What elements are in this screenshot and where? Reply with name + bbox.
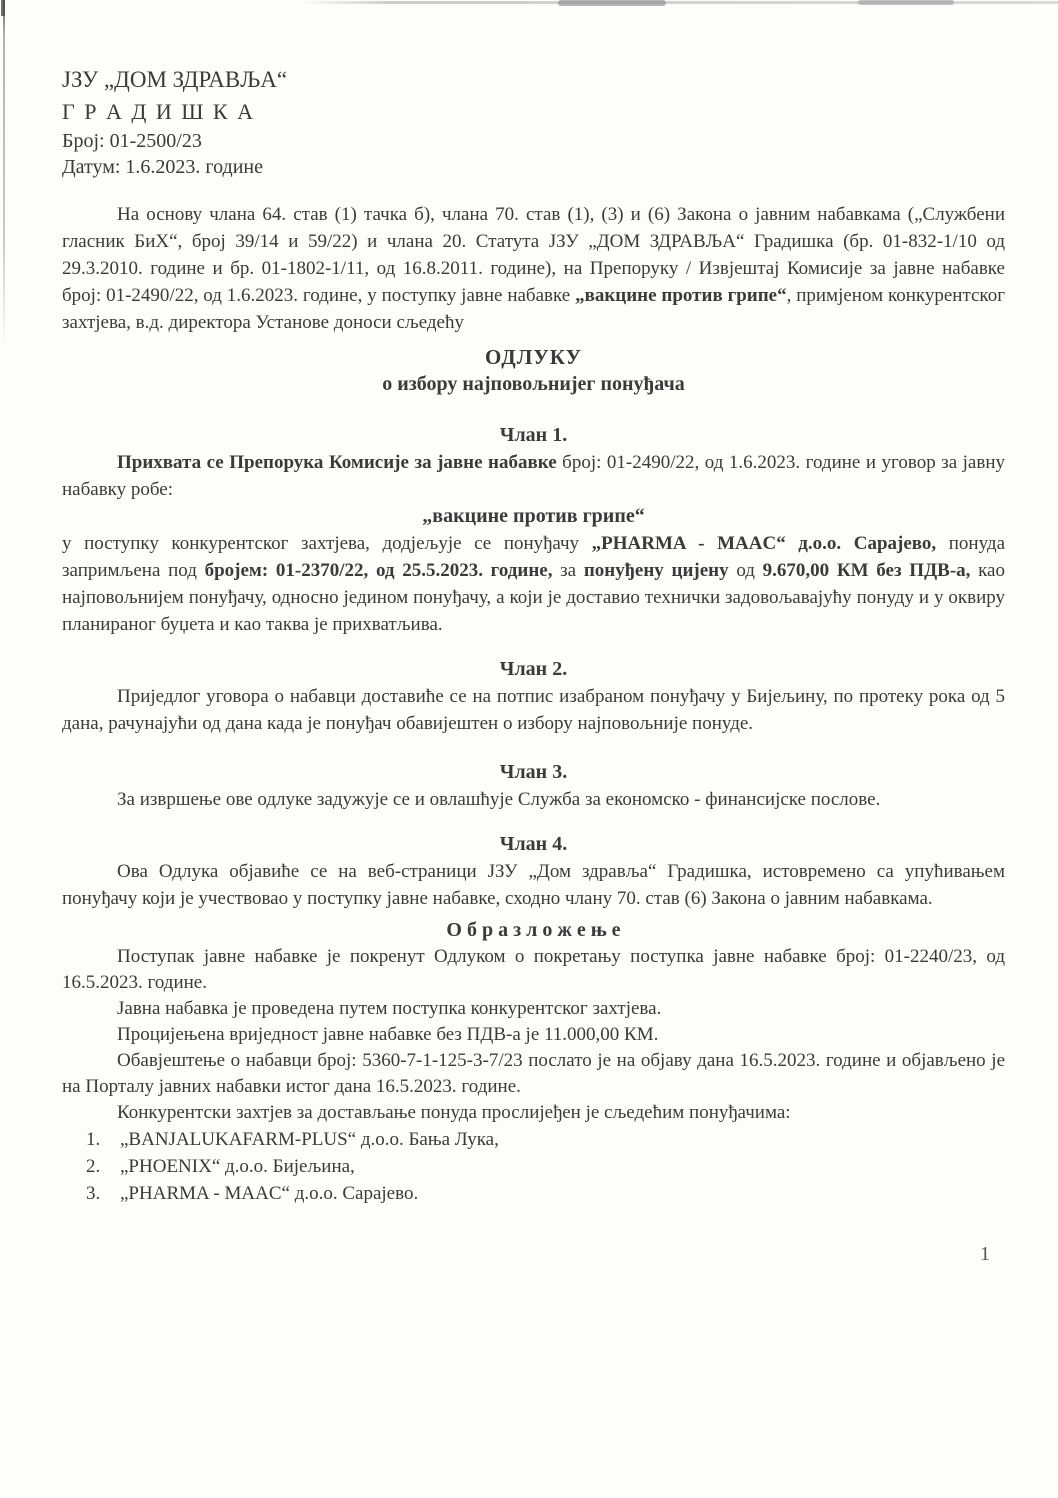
- organization-city: Г Р А Д И Ш К А: [62, 99, 255, 124]
- article-1-paragraph-1: Прихвата се Препорука Комисије за јавне набавке број: 01-2490/22, од 1.6.2023. године и уговор за јавну набавку робе:: [62, 452, 1005, 500]
- bidder-item: „BANJALUKAFARM-PLUS“ д.о.о. Бања Лука,: [120, 1129, 499, 1150]
- article-2-heading: Члан 2.: [499, 658, 568, 680]
- scan-artifact-left-edge-line: [3, 0, 5, 348]
- document-date: Датум: 1.6.2023. године: [62, 156, 264, 178]
- rationale-section: [62, 944, 1005, 1207]
- intro-paragraph: На основу члана 64. став (1) тачка б), члана 70. став (1), (3) и (6) Закона о јавним набавкама („Службени гласник БиХ“, број 39/14 и 59/22) и члана 20. Статута ЈЗУ „ДОМ ЗДРАВЉА“ Градишка (бр. 01-832-1/10 од 29.3.2010. године и бр. 01-1802-1/11, од 16.8.2011. године), на Препоруку / Извјештај Комисије за јавне набавке број: 01-2490/22, од 1.6.2023. године, у поступку јавне набавке „вакцине против грипе“, примјеном конкурентског захтјева, в.д. директора Установе доноси сљедећу: [62, 204, 1005, 333]
- letterhead: [62, 64, 1005, 180]
- rationale-heading: О б р а з л о ж е њ е: [446, 919, 621, 941]
- rationale-paragraph-5: Конкурентски захтјев за достављање понуда прослијеђен је сљедећим понуђачима:: [117, 1102, 791, 1123]
- rationale-paragraph-2: Јавна набавка је проведена путем поступка конкурентског захтјева.: [117, 998, 662, 1019]
- article-3-heading: Члан 3.: [499, 761, 568, 783]
- document-number: Број: 01-2500/23: [62, 130, 202, 152]
- rationale-paragraph-4: Обавјештење о набавци број: 5360-7-1-125-3-7/23 послато је на објаву дана 16.5.2023. године и објављено је на Порталу јавних набавки истог дана 16.5.2023. године.: [62, 1050, 1005, 1097]
- page-number: 1: [980, 1243, 990, 1265]
- bidder-list: [62, 1126, 1005, 1207]
- scan-artifact-top-mark-left: [558, 0, 666, 6]
- decision-title: ОДЛУКУ: [484, 345, 582, 369]
- article-2-paragraph: Приједлог уговора о набавци доставиће се на потпис изабраном понуђачу у Бијељину, по протеку рока од 5 дана, рачунајући од дана када је понуђач обавијештен о избору најповољније понуде.: [62, 686, 1005, 734]
- article-4-paragraph: Ова Одлука објавиће се на веб-страници ЈЗУ „Дом здравља“ Градишка, истовремено са упућивањем понуђачу који је учествовао у поступку јавне набавке, сходно члану 70. став (6) Закона о јавним набавкама.: [62, 861, 1005, 909]
- rationale-paragraph-1: Поступак јавне набавке је покренут Одлуком о покретању поступка јавне набавке број: 01-2240/23, од 16.5.2023. године.: [62, 946, 1005, 993]
- scan-artifact-top-mark-right: [858, 0, 954, 5]
- article-3-paragraph: За извршење ове одлуке задужује се и овлашћује Служба за економско - финансијске послове.: [117, 789, 881, 810]
- rationale-paragraph-3: Процијењена вриједност јавне набавке без ПДВ-а је 11.000,00 КМ.: [117, 1024, 659, 1045]
- article-1-paragraph-2: у поступку конкурентског захтјева, додјељује се понуђачу „PHARMA - MAAC“ д.о.о. Сарајево, понуда запримљена под бројем: 01-2370/22, од 25.5.2023. године, за понуђену цијену од 9.670,00 КМ без ПДВ-а, као најповољнијем понуђачу, односно једином понуђачу, а који је доставио технички задовољавајућу понуду и у оквиру планираног буџета и као таква је прихватљива.: [62, 533, 1005, 635]
- article-1-heading: Члан 1.: [499, 424, 568, 446]
- organization-name: ЈЗУ „ДОМ ЗДРАВЉА“: [62, 67, 288, 92]
- decision-subtitle: о избору најповољнијег понуђача: [382, 373, 685, 395]
- scan-artifact-left-edge-blob: [1, 0, 5, 16]
- article-4-heading: Члан 4.: [499, 833, 568, 855]
- bidder-item: „PHARMA - MAAC“ д.о.о. Сарајево.: [120, 1183, 419, 1204]
- article-1-subject-line: „вакцине против грипе“: [422, 505, 645, 527]
- bidder-item: „PHOENIX“ д.о.о. Бијељина,: [120, 1156, 355, 1177]
- document-content: [62, 64, 1005, 1207]
